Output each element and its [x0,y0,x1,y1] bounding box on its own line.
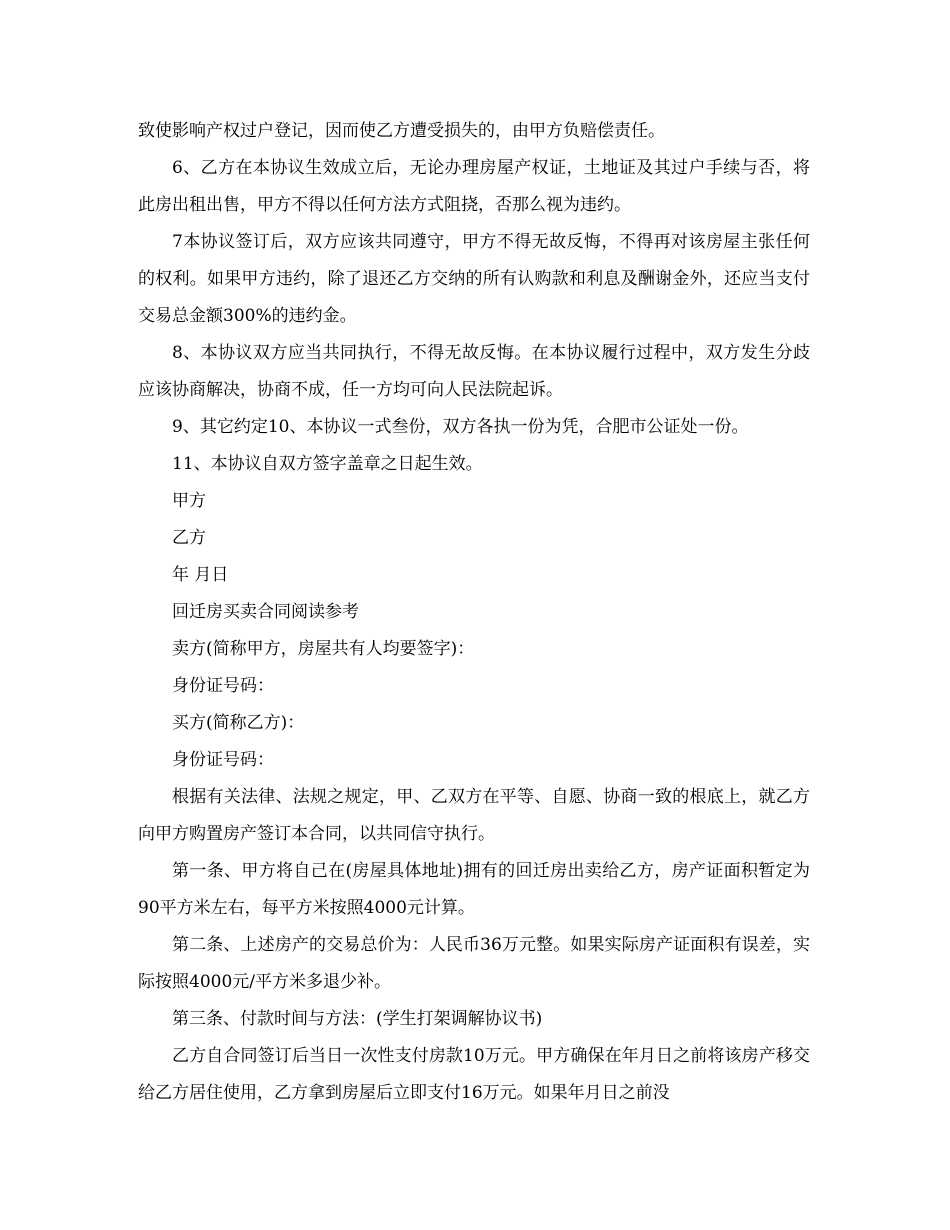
contract-title: 回迁房买卖合同阅读参考 [172,602,359,622]
paragraph-article-1: 第一条、甲方将自己在(房屋具体地址)拥有的回迁房出卖给乙方，房产证面积暂定为90平方米左右，每平方米按照4000元计算。 [138,861,810,918]
party-a-signature-line: 甲方 [172,491,206,511]
paragraph-preamble: 根据有关法律、法规之规定，甲、乙双方在平等、自愿、协商一致的根底上，就乙方向甲方购置房产签订本合同，以共同信守执行。 [138,787,810,844]
paragraph-payment: 乙方自合同签订后当日一次性支付房款10万元。甲方确保在年月日之前将该房产移交给乙方居住使用，乙方拿到房屋后立即支付16万元。如果年月日之前没 [138,1046,810,1103]
paragraph-clause-6: 6、乙方在本协议生效成立后，无论办理房屋产权证，土地证及其过户手续与否，将此房出租出售，甲方不得以任何方法方式阻挠，否那么视为违约。 [138,158,810,215]
seller-line: 卖方(简称甲方，房屋共有人均要签字)： [172,639,475,659]
party-b-signature-line: 乙方 [172,528,206,548]
buyer-line: 买方(简称乙方)： [172,713,305,733]
buyer-id-line: 身份证号码： [172,750,274,770]
paragraph-clause-8: 8、本协议双方应当共同执行，不得无故反悔。在本协议履行过程中，双方发生分歧应该协商解决，协商不成，任一方均可向人民法院起诉。 [138,343,810,400]
document-body [138,113,810,1112]
paragraph-clause-11: 11、本协议自双方签字盖章之日起生效。 [172,454,483,474]
paragraph-article-2: 第二条、上述房产的交易总价为：人民币36万元整。如果实际房产证面积有误差，实际按照4000元/平方米多退少补。 [138,935,810,992]
paragraph-clause-7: 7本协议签订后，双方应该共同遵守，甲方不得无故反悔，不得再对该房屋主张任何的权利。如果甲方违约，除了退还乙方交纳的所有认购款和利息及酬谢金外，还应当支付交易总金额300%的违约金。 [138,232,810,326]
seller-id-line: 身份证号码： [172,676,274,696]
paragraph-clause-9-10: 9、其它约定10、本协议一式叁份，双方各执一份为凭，合肥市公证处一份。 [172,417,749,437]
date-line: 年 月日 [172,565,229,585]
paragraph-continuation: 致使影响产权过户登记，因而使乙方遭受损失的，由甲方负赔偿责任。 [138,121,665,141]
paragraph-article-3: 第三条、付款时间与方法：(学生打架调解协议书) [172,1009,543,1029]
